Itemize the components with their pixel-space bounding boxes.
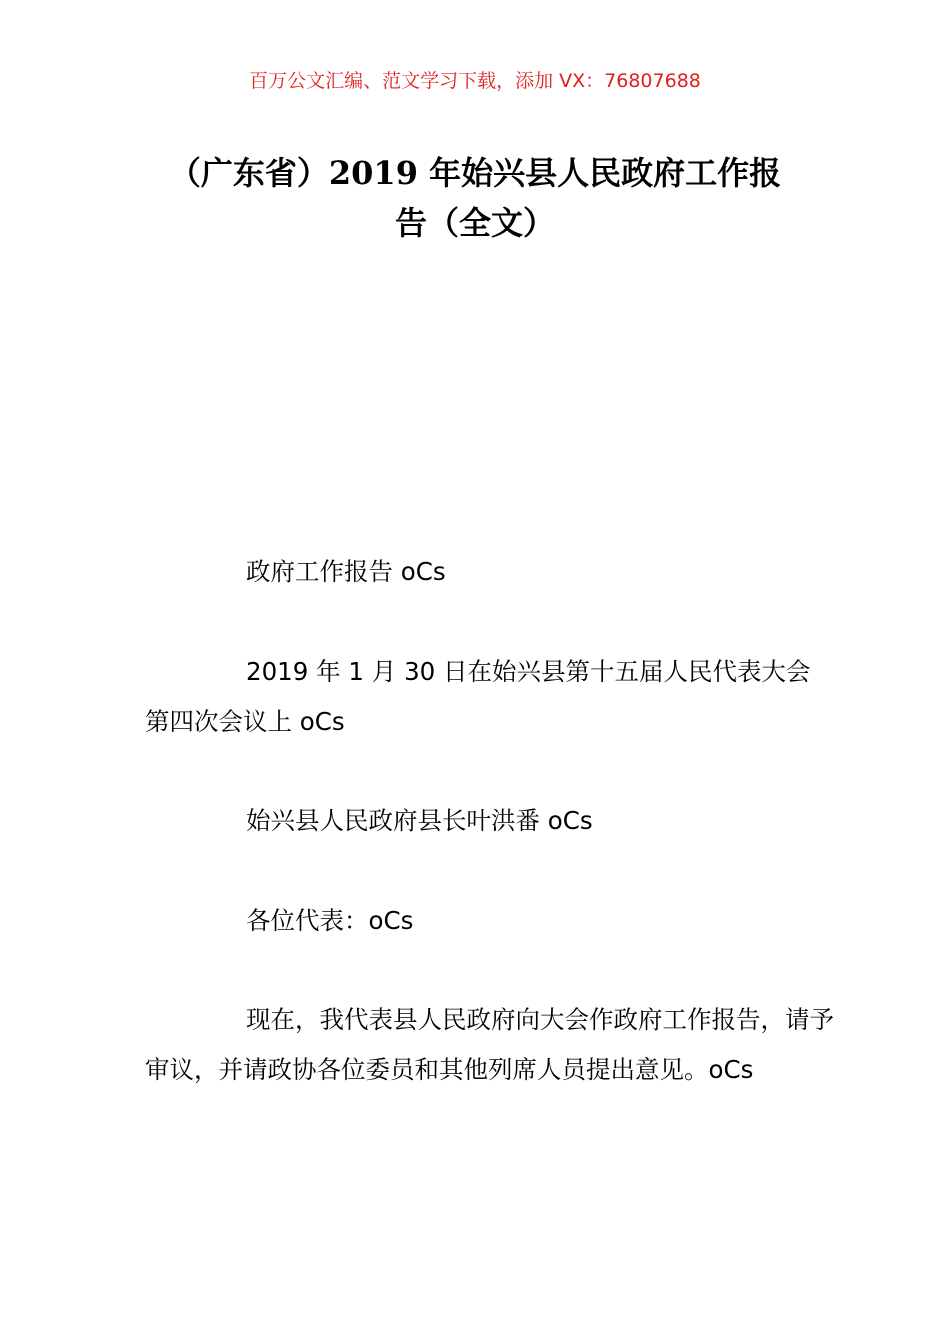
document-title-line-1: （广东省）2019 年始兴县人民政府工作报 (168, 154, 782, 192)
document-title-line-2: 告（全文） (394, 204, 555, 242)
body-paragraph: 现在，我代表县人民政府向大会作政府工作报告，请予审议，并请政协各位委员和其他列席人员提出意见。oCs (145, 1005, 834, 1084)
body-paragraph: 始兴县人民政府县长叶洪番 oCs (246, 806, 593, 835)
body-paragraph: 各位代表：oCs (246, 906, 414, 935)
header-promo-note: 百万公文汇编、范文学习下载，添加 VX：76807688 (249, 70, 701, 92)
body-paragraph: 政府工作报告 oCs (246, 557, 446, 586)
body-paragraph: 2019 年 1 月 30 日在始兴县第十五届人民代表大会第四次会议上 oCs (145, 657, 811, 736)
